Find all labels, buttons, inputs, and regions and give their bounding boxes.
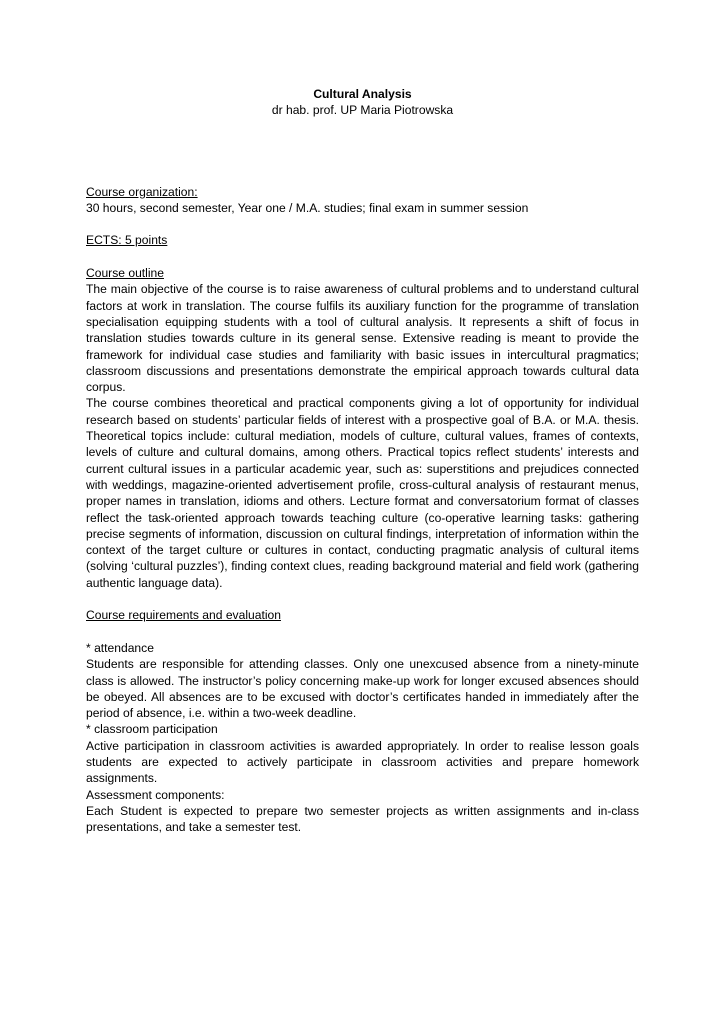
assessment-text: Each Student is expected to prepare two semester projects as written assignments and in-class presentations, and take a semester test. xyxy=(86,803,639,835)
spacer xyxy=(86,249,639,265)
ects-heading: ECTS: 5 points xyxy=(86,233,168,248)
document-author: dr hab. prof. UP Maria Piotrowska xyxy=(271,103,454,118)
course-organization-heading: Course organization: xyxy=(86,184,198,199)
requirements-heading: Course requirements and evaluation xyxy=(86,608,281,623)
spacer xyxy=(86,119,639,184)
document-page xyxy=(86,86,639,835)
participation-text: Active participation in classroom activities is awarded appropriately. In order to realise lesson goals students are expected to actively participate in classroom activities and prepare homework assignments. xyxy=(86,738,639,786)
course-outline-heading: Course outline xyxy=(86,266,164,281)
spacer xyxy=(86,624,639,640)
participation-label: * classroom participation xyxy=(86,722,218,737)
course-outline-paragraph-1: The main objective of the course is to raise awareness of cultural problems and to understand cultural factors at work in translation. The course fulfils its auxiliary function for the programme of translation specialisation equipping students with a tool of cultural analysis. It represents a shift of focus in translation studies towards culture in its general sense. Extensive reading is meant to provide the framework for individual case studies and familiarity with basic issues in intercultural pragmatics; classroom discussions and presentations demonstrate the empirical approach towards cultural data corpus. xyxy=(86,282,639,395)
attendance-text: Students are responsible for attending classes. Only one unexcused absence from a ninety-minute class is allowed. The instructor’s policy concerning make-up work for longer excused absences should be obeyed. All absences are to be excused with doctor’s certificates handed in immediately after the period of absence, i.e. within a two-week deadline. xyxy=(86,657,639,721)
spacer xyxy=(86,591,639,607)
attendance-label: * attendance xyxy=(86,640,154,655)
assessment-label: Assessment components: xyxy=(86,787,225,802)
course-outline-paragraph-2: The course combines theoretical and practical components giving a lot of opportunity for individual research based on students’ particular fields of interest with a prospective goal of B.A. or M.A. thesis. Theoretical topics include: cultural mediation, models of culture, cultural values, frames of contexts, levels of culture and cultural domains, among others. Practical topics reflect students’ interests and current cultural issues in a particular academic year, such as: superstitions and prejudices connected with weddings, magazine-oriented advertisement profile, cross-cultural analysis of restaurant menus, proper names in translation, idioms and others. Lecture format and conversatorium format of classes reflect the task-oriented approach towards teaching culture (co-operative learning tasks: gathering precise segments of information, discussion on cultural findings, interpretation of information within the context of the target culture or cultures in contact, conducting pragmatic analysis of cultural items (solving ‘cultural puzzles’), finding context clues, reading background material and field work (gathering authentic language data). xyxy=(86,396,639,590)
document-title: Cultural Analysis xyxy=(313,87,412,101)
course-organization-text: 30 hours, second semester, Year one / M.A. studies; final exam in summer session xyxy=(86,200,529,215)
spacer xyxy=(86,216,639,232)
